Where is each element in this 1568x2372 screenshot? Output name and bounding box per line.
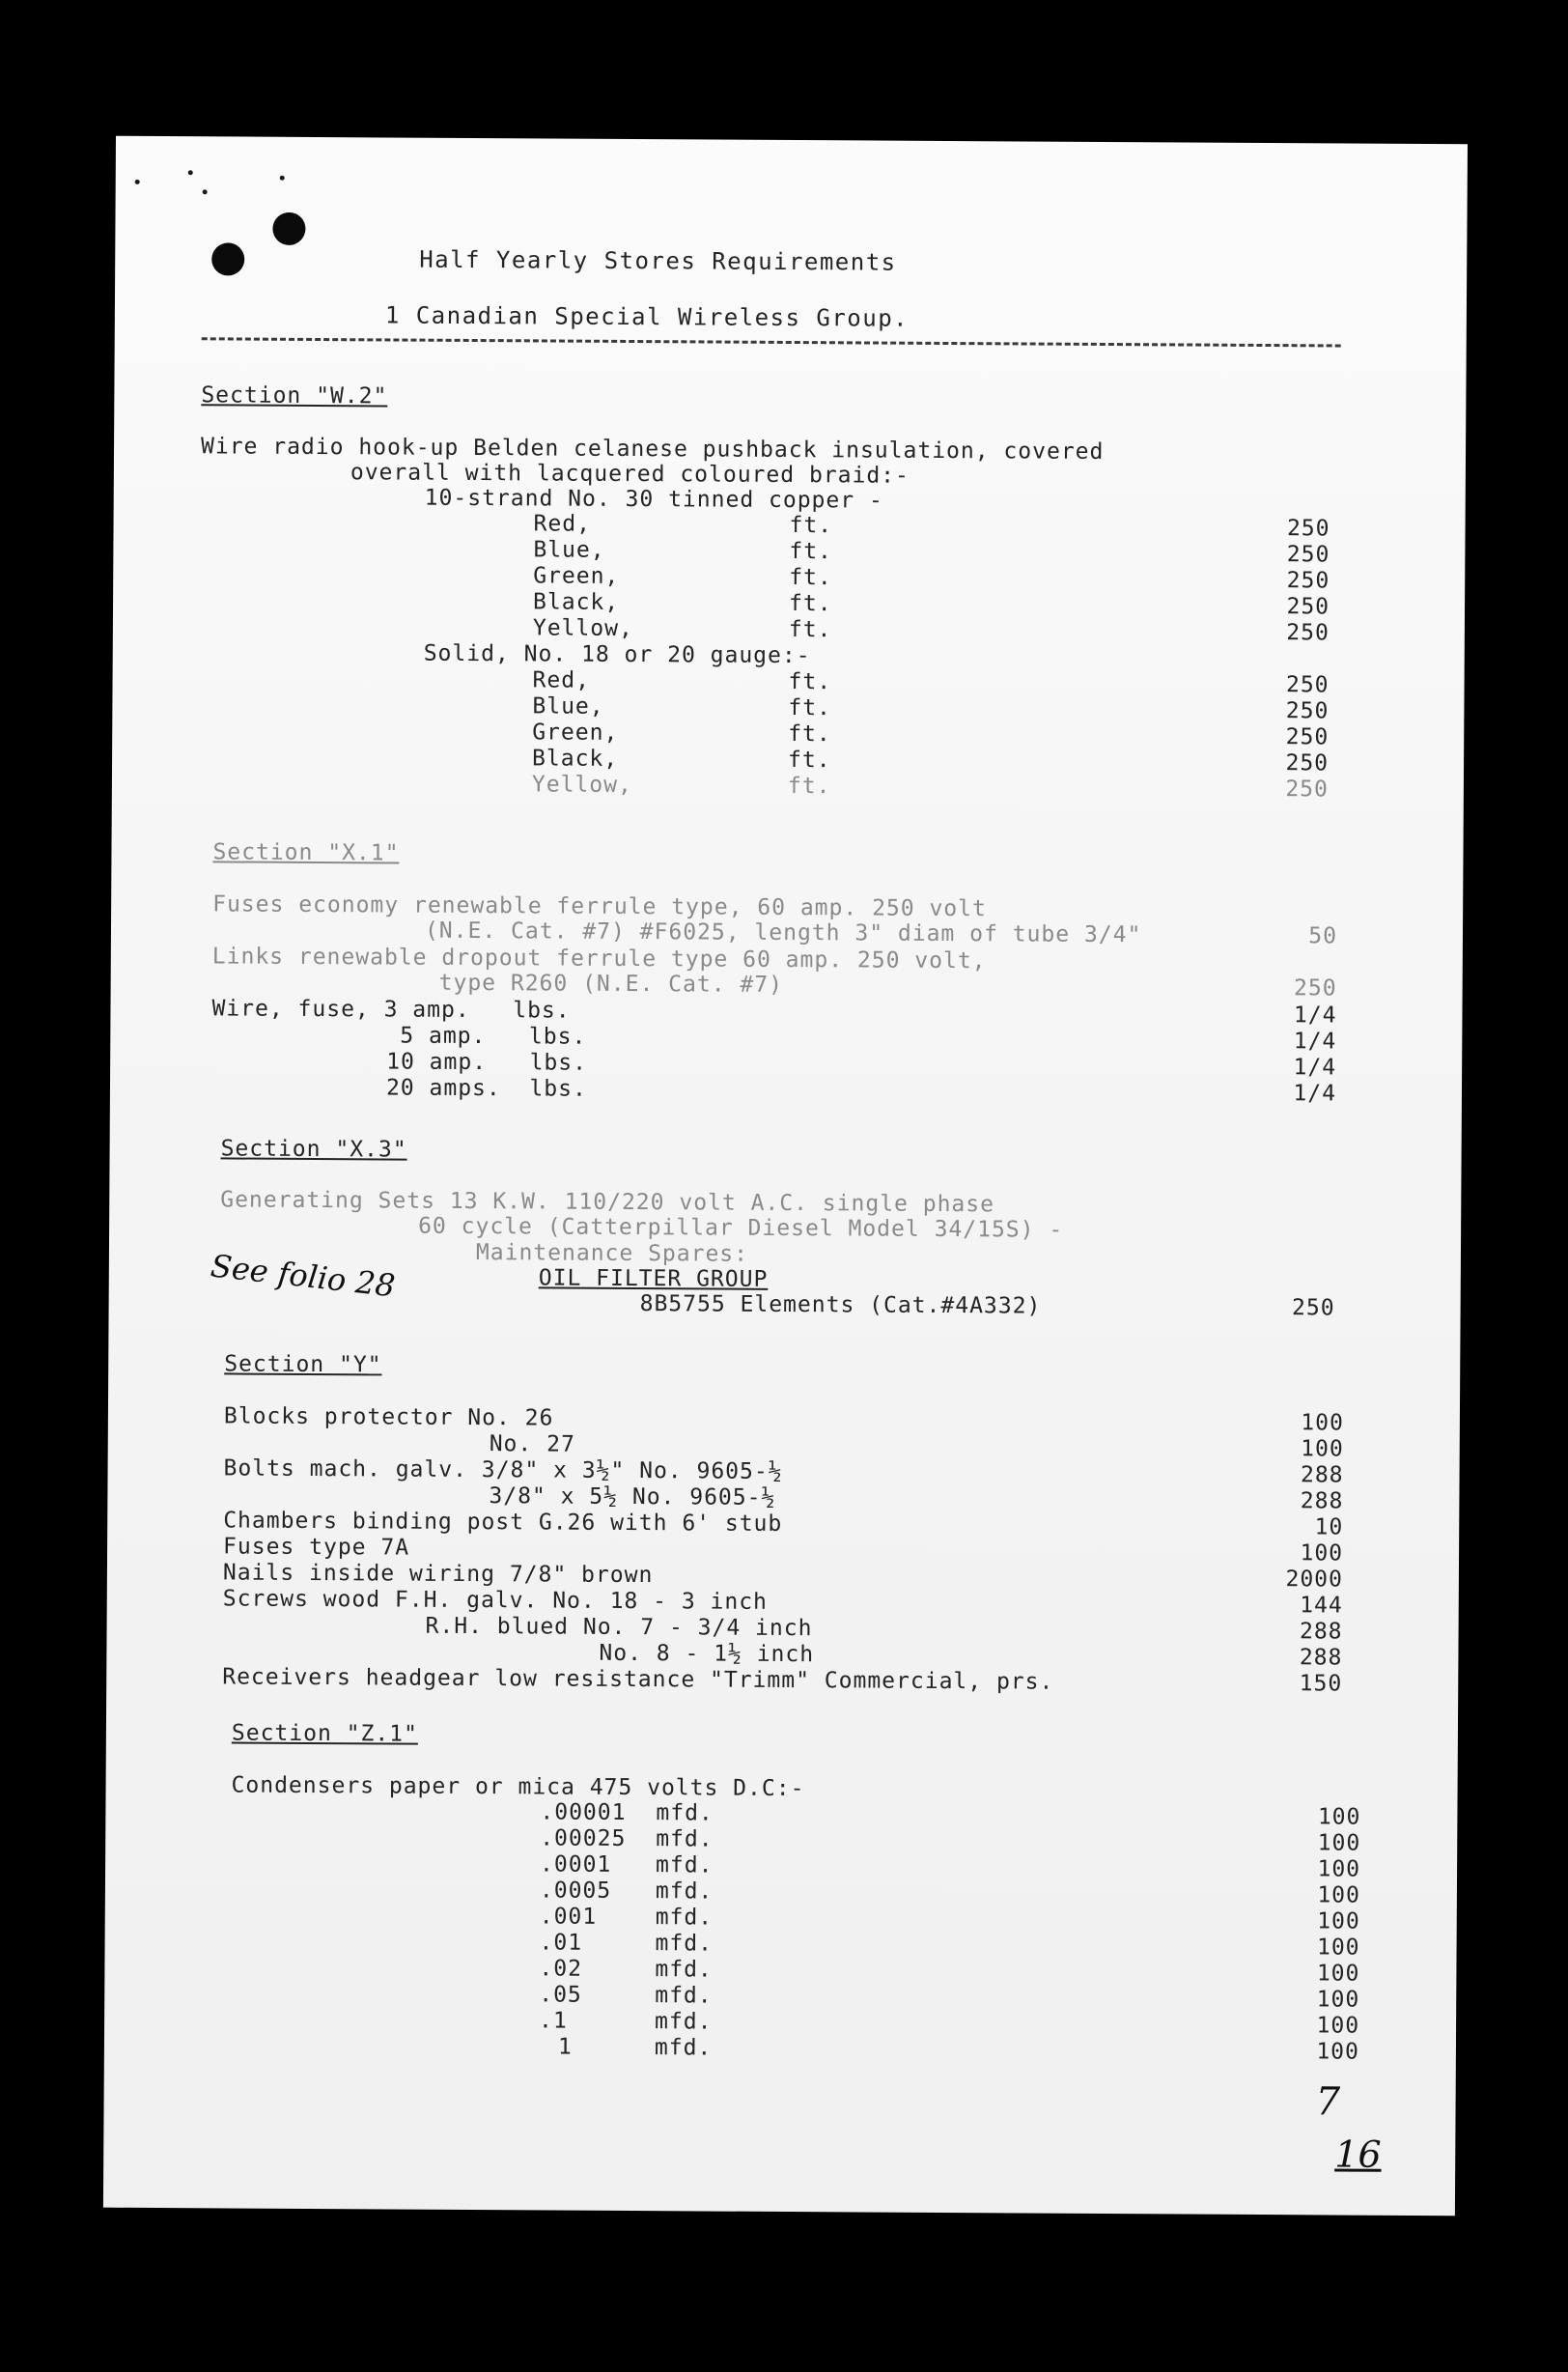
item-qty: 288 — [1299, 1619, 1343, 1645]
item-qty: 100 — [1316, 1987, 1360, 2013]
line: Generating Sets 13 K.W. 110/220 volt A.C. single phase — [220, 1187, 995, 1218]
item-qty: 100 — [1316, 1961, 1360, 1987]
item-qty: 250 — [1294, 975, 1337, 1002]
item-desc: Yellow, — [532, 615, 633, 642]
document-page — [103, 136, 1468, 2217]
line: Links renewable dropout ferrule type 60 amp. 250 volt, — [211, 944, 987, 974]
item-desc: Blue, — [533, 537, 605, 563]
item-unit: ft. — [788, 720, 831, 748]
line: Blocks protector No. 26 — [223, 1403, 554, 1431]
item-desc: Black, — [532, 746, 619, 772]
item-qty: 250 — [1285, 724, 1330, 750]
item-qty: 250 — [1285, 698, 1330, 724]
section-heading: Section "X.1" — [212, 839, 400, 866]
section-heading: Section "Y" — [224, 1351, 382, 1378]
item-qty: 250 — [1286, 516, 1330, 542]
item-unit: ft. — [788, 590, 832, 617]
item-qty: 288 — [1300, 1462, 1344, 1488]
line: 10 amp. lbs. — [386, 1049, 588, 1076]
item-unit: ft. — [788, 616, 832, 643]
line: Chambers binding post G.26 with 6' stub — [223, 1508, 783, 1537]
section-heading: Section "Z.1" — [231, 1720, 419, 1747]
item-desc: .1 — [539, 2008, 568, 2034]
item-qty: 150 — [1299, 1671, 1343, 1697]
item-unit: mfd. — [655, 1983, 713, 2009]
line: Fuses type 7A — [223, 1534, 410, 1561]
section-heading: Section "X.3" — [220, 1136, 407, 1163]
item-qty: 250 — [1285, 672, 1330, 698]
item-qty: 2000 — [1285, 1567, 1343, 1593]
item-desc: .05 — [539, 1982, 582, 2008]
item-desc: Green, — [533, 563, 620, 589]
item-qty: 100 — [1317, 1856, 1361, 1882]
item-qty: 1/4 — [1293, 1029, 1337, 1055]
speck-icon — [135, 180, 140, 184]
line: 8B5755 Elements (Cat.#4A332) — [639, 1291, 1042, 1319]
punch-hole-icon — [211, 242, 244, 275]
item-desc: Yellow, — [531, 772, 632, 799]
line: 60 cycle (Catterpillar Diesel Model 34/15S) - — [418, 1213, 1064, 1243]
item-qty: 250 — [1286, 542, 1330, 568]
item-unit: ft. — [787, 747, 831, 774]
item-unit: ft. — [787, 773, 831, 800]
item-unit: mfd. — [655, 2009, 713, 2035]
line: Solid, No. 18 or 20 gauge:- — [423, 640, 811, 669]
item-qty: 250 — [1286, 594, 1330, 620]
item-qty: 100 — [1317, 1830, 1361, 1856]
item-qty: 100 — [1316, 2039, 1359, 2065]
item-desc: .0001 — [540, 1851, 612, 1878]
speck-icon — [280, 176, 285, 181]
line: Screws wood F.H. galv. No. 18 - 3 inch — [222, 1586, 769, 1615]
item-qty: 100 — [1316, 2013, 1360, 2039]
item-desc: .02 — [539, 1956, 583, 1982]
item-desc: Red, — [532, 667, 591, 693]
item-qty: 50 — [1308, 923, 1338, 949]
item-qty: 250 — [1286, 620, 1330, 646]
item-desc: Red, — [533, 511, 592, 537]
line: No. 27 — [489, 1431, 575, 1457]
line: Bolts mach. galv. 3/8" x 3½" No. 9605-½ — [223, 1455, 783, 1484]
line: Nails inside wiring 7/8" brown — [222, 1560, 654, 1589]
item-desc: Green, — [532, 720, 619, 746]
item-unit: mfd. — [655, 1905, 714, 1931]
folio-mark-top: 7 — [1315, 2079, 1341, 2125]
item-qty: 144 — [1300, 1593, 1343, 1619]
item-qty: 100 — [1301, 1410, 1344, 1436]
item-desc: .01 — [539, 1930, 583, 1956]
item-unit: mfd. — [655, 1957, 713, 1983]
item-qty: 100 — [1317, 1804, 1361, 1830]
line: (N.E. Cat. #7) #F6025, length 3" diam of tube 3/4" — [424, 918, 1142, 948]
item-desc: Blue, — [532, 693, 604, 720]
line: type R260 (N.E. Cat. #7) — [438, 970, 784, 998]
line: Condensers paper or mica 475 volts D.C:- — [231, 1772, 805, 1802]
item-desc: .0005 — [539, 1878, 612, 1904]
item-desc: .001 — [539, 1904, 598, 1930]
item-qty: 1/4 — [1293, 1002, 1337, 1029]
item-qty: 100 — [1317, 1882, 1360, 1908]
item-qty: 250 — [1291, 1295, 1335, 1321]
item-qty: 250 — [1286, 568, 1330, 594]
item-unit: mfd. — [656, 1800, 714, 1826]
document-title: Half Yearly Stores Requirements — [419, 245, 897, 276]
item-qty: 100 — [1316, 1934, 1360, 1961]
line: R.H. blued No. 7 - 3/4 inch — [425, 1613, 813, 1642]
item-unit: ft. — [789, 538, 833, 565]
line: 5 amp. lbs. — [400, 1023, 587, 1050]
line: Receivers headgear low resistance "Trimm" Commercial, prs. — [222, 1664, 1054, 1695]
item-qty: 1/4 — [1293, 1081, 1337, 1107]
line: overall with lacquered coloured braid:- — [350, 460, 910, 489]
line: 3/8" x 5½ No. 9605-½ — [489, 1483, 776, 1511]
folio-mark-bottom: 16 — [1334, 2132, 1382, 2176]
item-qty: 10 — [1314, 1514, 1344, 1540]
item-unit: ft. — [789, 512, 833, 539]
item-qty: 250 — [1285, 750, 1330, 777]
line: OIL FILTER GROUP — [538, 1265, 769, 1292]
line: 10-strand No. 30 tinned copper - — [424, 485, 883, 514]
punch-hole-icon — [272, 212, 305, 245]
line: Maintenance Spares: — [475, 1240, 749, 1267]
line: Wire radio hook-up Belden celanese pushback insulation, covered — [200, 434, 1105, 465]
item-unit: ft. — [788, 694, 832, 721]
item-qty: 250 — [1285, 777, 1329, 803]
item-qty: 1/4 — [1293, 1055, 1337, 1081]
item-unit: ft. — [788, 668, 832, 695]
line: Wire, fuse, 3 amp. lbs. — [211, 996, 571, 1024]
line: No. 8 - 1½ inch — [599, 1640, 815, 1668]
item-desc: 1 — [557, 2034, 573, 2060]
item-qty: 100 — [1317, 1908, 1360, 1934]
item-desc: .00025 — [540, 1825, 627, 1851]
line: Fuses economy renewable ferrule type, 60 amp. 250 volt — [212, 891, 987, 922]
item-qty: 100 — [1301, 1436, 1344, 1462]
item-unit: mfd. — [656, 1826, 714, 1852]
item-desc: Black, — [532, 589, 620, 615]
section-heading: Section "W.2" — [201, 382, 388, 409]
item-qty: 288 — [1299, 1645, 1343, 1671]
item-unit: mfd. — [656, 1852, 714, 1878]
item-unit: mfd. — [654, 2035, 713, 2061]
handwritten-note: See folio 28 — [209, 1247, 398, 1305]
speck-icon — [188, 170, 193, 175]
item-qty: 288 — [1300, 1488, 1344, 1514]
item-unit: mfd. — [655, 1931, 714, 1957]
item-qty: 100 — [1300, 1540, 1344, 1567]
line: 20 amps. lbs. — [385, 1075, 587, 1102]
speck-icon — [203, 189, 208, 194]
document-unit: 1 Canadian Special Wireless Group. — [384, 301, 910, 332]
item-unit: mfd. — [655, 1878, 714, 1905]
item-unit: ft. — [789, 564, 832, 591]
item-desc: .00001 — [540, 1799, 627, 1825]
header-divider — [202, 337, 1341, 347]
